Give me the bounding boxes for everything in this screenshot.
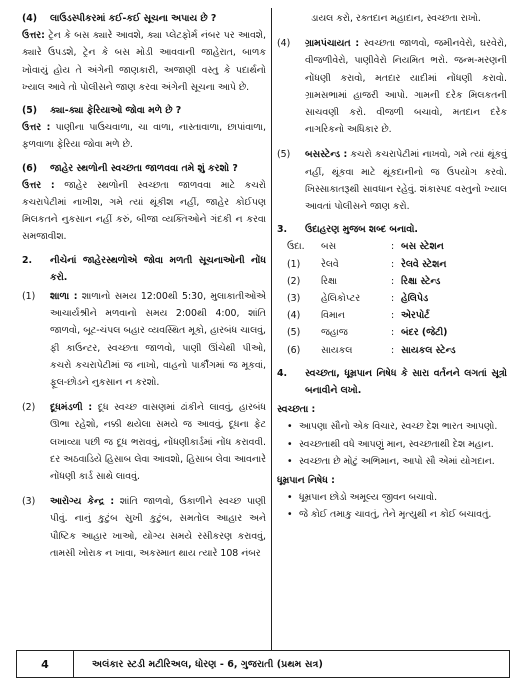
slogan-text: આપણા સૌનો એક વિચાર, સ્વચ્છ દેશ ભારત આપણો.: [299, 421, 498, 433]
separator: :: [391, 241, 395, 253]
word-base: જહાજ: [321, 327, 348, 339]
slogan-item: [277, 489, 507, 506]
separator: :: [391, 310, 395, 322]
word-base: રિક્ષા: [321, 275, 338, 287]
bullet-icon: •: [287, 492, 293, 504]
question-text: લાઉડસ્પીકરમાં કઈ-કઈ સૂચના અપાય છે ?: [50, 13, 217, 24]
separator: :: [391, 327, 395, 339]
word-row: [277, 342, 507, 359]
slogan-item: [277, 436, 507, 453]
word-base: સાયકલ: [321, 344, 353, 356]
item-heading: ગ્રામપંચાયત :: [305, 38, 360, 50]
question-number: 2.: [22, 254, 33, 266]
item-text: કચરો કચરાપેટીમાં નાખવો, ગમે ત્યાં થૂંકવું નહીં, થૂંકવા માટે થૂંકદાનીનો જ ઉપયોગ કરવો. ખિસ્સાકાતરૂથી સાવધાન રહેવું. શંકાસ્પદ વસ્તુનો ખ્યાલ આવતાં પોલીસને જાણ કરો.: [305, 149, 508, 213]
question-2: [22, 252, 266, 286]
question-text: નીચેનાં જાહેરસ્થળોએ જોવા મળતી સૂચનાઓની નોંધ કરો.: [50, 254, 266, 283]
bullet-icon: •: [287, 455, 293, 467]
word-number: (5): [287, 327, 301, 339]
list-item: [277, 35, 507, 138]
word-base: રેલવે: [321, 258, 339, 270]
page-footer: [16, 650, 510, 678]
separator: :: [391, 258, 395, 270]
answer-4: [22, 27, 266, 96]
bullet-icon: •: [287, 509, 293, 521]
list-item: [22, 288, 266, 391]
answer-text: પાણીના પાઉચવાળા, ચા વાળા, નાસ્તાવાળા, છાપાંવાળા, ફળવાળા ફેરિયા જોવા મળે છે.: [22, 122, 266, 151]
question-text: જાહેર સ્થળોની સ્વચ્છતા જાળવવા તમે શું કરશો ?: [50, 162, 238, 174]
word-row: [277, 256, 507, 273]
slogan-text: સ્વચ્છતાથી વધે આપણું માન, સ્વચ્છતાથી દેશ મહાન.: [299, 438, 494, 450]
word-result: બસ સ્ટેશન: [401, 241, 444, 253]
question-text: ઉદાહરણ મુજબ શબ્દ બનાવો.: [305, 224, 418, 236]
word-result: રેલવે સ્ટેશન: [401, 258, 447, 270]
answer-label: ઉત્તર :: [22, 179, 55, 191]
item-text: સ્વચ્છતા જાળવો, જમીનવેરો, ઘરવેરો, વીજળીવેરો, પાણીવેરો નિયમિત ભરો. જન્મ-મરણની નોંધણી કરાવો, મતદાર યાદીમાં નોંધણી કરાવો. ગ્રામસભામાં હાજરી આપો. ગામની દરેક મિલકતની સાચવણી કરો. વીજળી બચાવો, મતદાન દરેક નાગરિકનો અધિકાર છે.: [305, 38, 507, 136]
word-number: (1): [287, 258, 301, 270]
list-item: [22, 493, 266, 562]
item-number: (3): [22, 496, 36, 508]
item-text: દૂધ સ્વચ્છ વાસણમાં ઢાંકીને લાવવું, હારબંધ ઊભા રહેશો, નક્કી થયેલા સમયે જ આવવું, દૂધના ફેટ લખાવ્યા પછી જ દૂધ ભરાવવું, નોંધણીકાર્ડમાં નોંધ કરાવવી. દર અઠવાડિયે હિસાબ લેવા આવશો, હિસાબ લેવા આવનારે નોંધણી કાર્ડ સાથે લાવવું.: [50, 402, 267, 483]
answer-6: [22, 177, 266, 246]
word-base: વિમાન: [321, 310, 345, 322]
separator: :: [391, 275, 395, 287]
answer-label: ઉત્તર :: [22, 122, 51, 134]
separator: :: [391, 344, 395, 356]
item-text: શાંતિ જાળવો, ઉકાળીને સ્વચ્છ પાણી પીવું. નાનું કુટુંબ સુખી કુટુંબ, સમતોલ આહાર અને પૌષ્ટિક આહાર ખાઓ, યોગ્ય સમયે રસીકરણ કરાવવું, તામસી ખોરાક ન ખાવા, અકસ્માત થાય ત્યારે 108 નંબર: [50, 496, 267, 559]
item-heading: દૂધમંડળી :: [50, 402, 93, 414]
question-number: 4.: [277, 367, 288, 379]
bullet-icon: •: [287, 438, 293, 450]
word-row: [277, 307, 507, 324]
list-item: [22, 399, 266, 485]
answer-text: ટ્રેન કે બસ ક્યારે આવશે, ક્યા પ્લેટફોર્મ નંબર પર આવશે, ક્યારે ઉપડશે, ટ્રેન કે બસ મોડી આવવાની જાહેરાત, બાળક ખોવાયું હોય તે અંગેની જાણકારી, અજાણી વસ્તુ કે પદાર્થનો ખ્યાલ આવે તો પોલીસને જાણ કરવા અંગેની સૂચના આપે છે.: [22, 30, 267, 93]
word-result: એરપોર્ટ: [401, 310, 430, 322]
item-heading: આરોગ્ય કેન્દ્ર :: [50, 496, 115, 508]
continued-text: ડાયલ કરો, રક્તદાન મહાદાન, સ્વચ્છતા રાખો.: [311, 13, 481, 24]
question-text: સ્વચ્છતા, ધૂમ્રપાન નિષેધ કે સારા વર્તનને લગતાં સૂત્રો બનાવીને લખો.: [305, 367, 507, 397]
item-number: (4): [277, 38, 291, 50]
question-number: (4): [22, 13, 38, 24]
answer-5: [22, 119, 266, 153]
question-3: [277, 221, 507, 238]
question-text: ક્યા-ક્યા ફેરિયાઓ જોવા મળે છે ?: [50, 105, 182, 117]
question-5: [22, 102, 266, 119]
slogan-item: [277, 506, 507, 523]
slogan-text: ધૂમ્રપાન છોડો અમૂલ્ય જીવન બચાવો.: [299, 492, 438, 504]
answer-label: ઉત્તર:: [22, 30, 45, 42]
item-number: (1): [22, 291, 36, 303]
word-result: સાયકલ સ્ટેન્ડ: [401, 344, 456, 356]
list-item: [277, 146, 507, 215]
word-number: (2): [287, 275, 301, 287]
question-4: [22, 10, 266, 27]
right-column: [277, 10, 507, 524]
question-number: (6): [22, 162, 38, 174]
slogan-text: સ્વચ્છતા છે મોટું અભિમાન, આપો સૌ એમાં યોગદાન.: [299, 455, 495, 467]
separator: :: [391, 293, 395, 305]
word-result: હેલિપેડ: [401, 293, 429, 305]
word-result: રિક્ષા સ્ટેન્ડ: [401, 275, 441, 287]
question-number: (5): [22, 105, 38, 117]
column-divider: [271, 8, 272, 650]
item-number: (5): [277, 149, 291, 161]
word-number: (6): [287, 344, 301, 356]
slogan-text: જે કોઈ તમાકુ ચાવતું, તેને મૃત્યુથી ન કોઈ બચાવતું.: [299, 509, 492, 521]
question-number: 3.: [277, 224, 288, 236]
question-4-slogans: [277, 365, 507, 399]
word-row: [277, 273, 507, 290]
answer-text: જાહેર સ્થળોની સ્વચ્છતા જાળવવા માટે કચરો કચરાપેટીમાં નાખીશ, ગમે ત્યાં થૂંકીશ નહીં, જાહેર કોઈપણ મિલકતને નુકસાન નહીં કરું, બીજા વ્યક્તિઓને ગંદકી ન કરવા સમજાવીશ.: [22, 179, 266, 243]
word-row: [277, 290, 507, 307]
item-text: શાળાનો સમય 12:00થી 5:30, મુલાકાતીઓએ આચાર્યશ્રીને મળવાનો સમય 2:00થી 4:00, શાંતિ જાળવો, બૂટ-ચંપલ બહાર વ્યવસ્થિત મૂકો, હારબંધ ચાલવું, ફી કાઉન્ટર, સ્વચ્છતા જાળવો, પાણી ઊંચેથી પીઓ, કચરો કચરાપેટીમાં જ નાખો, વાહનો પાર્કીંગમાં જ મૂકવાં, ફૂલ-છોડને નુકસાન ન કરશો.: [50, 291, 267, 389]
item-heading: બસસ્ટેન્ડ :: [305, 149, 348, 161]
slogan-item: [277, 418, 507, 435]
word-row: [277, 324, 507, 341]
word-base: હેલિકોપ્ટર: [321, 293, 361, 305]
slogan-item: [277, 453, 507, 470]
no-smoking-heading: ધૂમ્રપાન નિષેધ :: [277, 475, 335, 487]
page-number: 4: [17, 651, 74, 677]
word-result: બંદર (જેટી): [401, 327, 448, 339]
cleanliness-heading: સ્વચ્છતા :: [277, 404, 316, 416]
word-base: બસ: [321, 241, 337, 253]
item-number: (2): [22, 402, 36, 414]
bullet-icon: •: [287, 421, 293, 433]
item-heading: શાળા :: [50, 291, 78, 303]
word-number: (3): [287, 293, 301, 305]
left-column: [22, 10, 266, 562]
example-row: [277, 238, 507, 255]
question-6: [22, 160, 266, 177]
example-label: ઉદા.: [287, 241, 305, 253]
footer-title: અલંકાર સ્ટડી મટીરિઅલ, ધોરણ - 6, ગુજરાતી (પ્રથમ સત્ર): [92, 658, 323, 670]
word-number: (4): [287, 310, 301, 322]
